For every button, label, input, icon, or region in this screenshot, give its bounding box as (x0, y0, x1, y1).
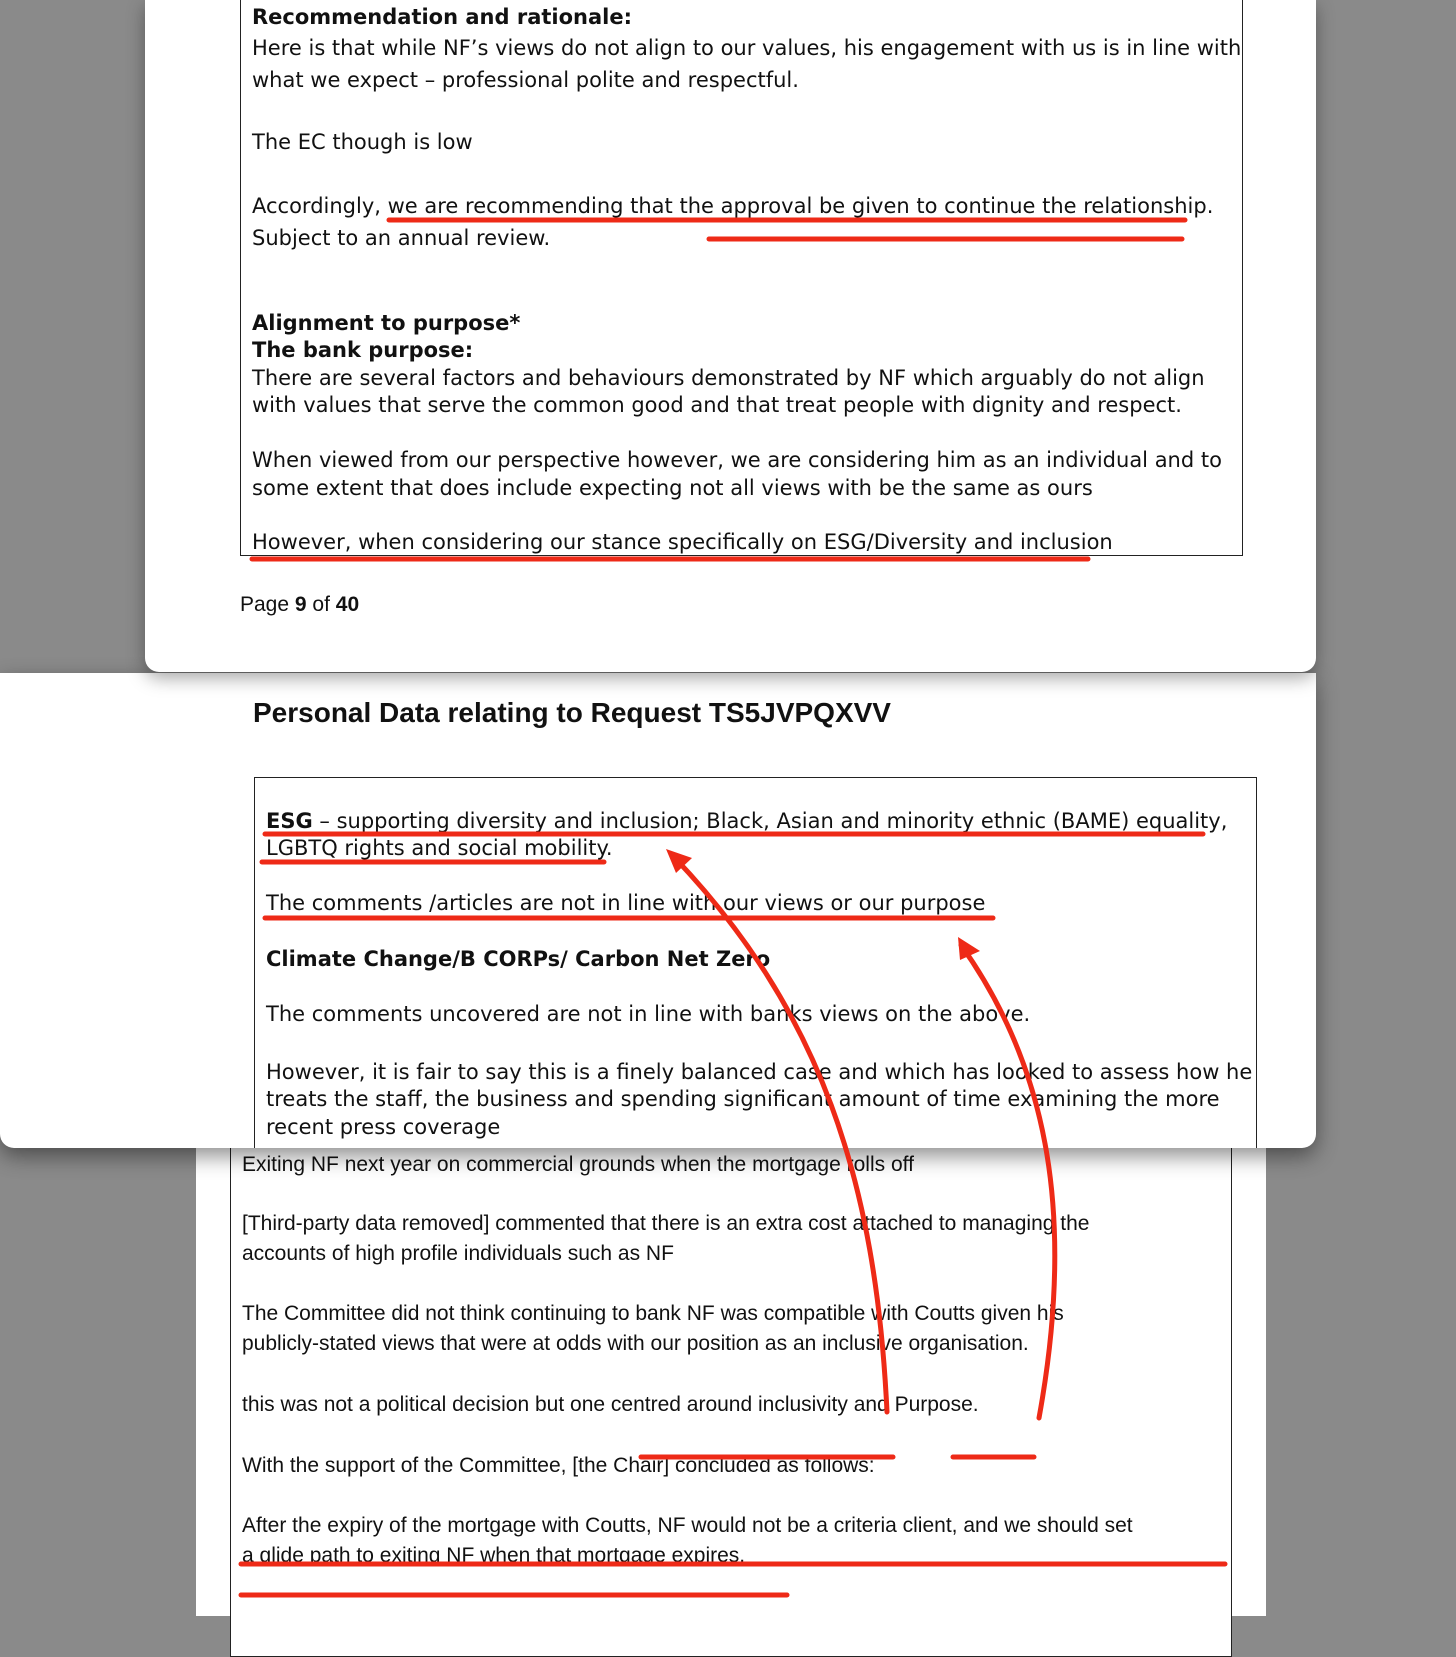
committee-line-2: publicly-stated views that were at odds with our position as an inclusive organisation. (242, 1332, 1029, 1355)
thirdparty-line-1: [Third-party data removed] commented that there is an extra cost attached to managing the (242, 1212, 1090, 1235)
page-total: 40 (335, 593, 360, 616)
thirdparty-line-2: accounts of high profile individuals such as NF (242, 1242, 674, 1265)
political-highlight-purpose: Purpose (894, 1393, 973, 1416)
political-line (242, 1390, 979, 1420)
document-page-3 (196, 1140, 1266, 1616)
political-mid: and (847, 1393, 895, 1416)
viewed-line-1: When viewed from our perspective however, we are considering him as an individual and to (252, 448, 1222, 472)
balanced-line-3: recent press coverage (266, 1115, 501, 1139)
alignment-heading: Alignment to purpose* (252, 311, 521, 335)
rec-heading: Recommendation and rationale: (252, 5, 632, 29)
page-current: 9 (294, 593, 307, 616)
page-label: Page (240, 593, 295, 616)
exiting-line: Exiting NF next year on commercial grounds when the mortgage rolls off (242, 1153, 914, 1176)
climate-heading: Climate Change/B CORPs/ Carbon Net Zero (266, 947, 771, 971)
rec-line-1: Here is that while NF’s views do not align to our values, his engagement with us is in line with (252, 36, 1242, 60)
expiry-line-1: After the expiry of the mortgage with Coutts, NF would not be a criteria client, and we should set (242, 1514, 1133, 1537)
rec-line-2: what we expect – professional polite and respectful. (252, 68, 799, 92)
document-page-1 (145, 0, 1316, 672)
page-number (240, 593, 359, 617)
committee-line-1: The Committee did not think continuing to bank NF was compatible with Coutts given his (242, 1302, 1064, 1325)
bank-purpose-heading: The bank purpose: (252, 338, 474, 362)
esg-text: – supporting diversity and inclusion; Black, Asian and minority ethnic (BAME) equality, (312, 809, 1228, 833)
balanced-line-1: However, it is fair to say this is a finely balanced case and which has looked to assess how he (266, 1060, 1253, 1084)
political-prefix: this was not a political decision but one (242, 1393, 611, 1416)
accordingly-prefix: Accordingly, (252, 194, 388, 218)
support-line: With the support of the Committee, [the Chair] concluded as follows: (242, 1454, 875, 1477)
document-page-2 (0, 673, 1316, 1148)
political-end: . (972, 1393, 979, 1416)
page-of-label: of (306, 593, 336, 616)
ec-line: The EC though is low (252, 130, 473, 154)
factors-line-2: with values that serve the common good and that treat people with dignity and respect. (252, 393, 1182, 417)
accordingly-line (252, 192, 1213, 220)
political-highlight-inclusivity: centred around inclusivity (610, 1393, 848, 1416)
uncovered-line: The comments uncovered are not in line with banks views on the above. (266, 1002, 1031, 1026)
page-2-title: Personal Data relating to Request TS5JVPQXVV (253, 697, 891, 728)
esg-label: ESG (266, 809, 313, 833)
factors-line-1: There are several factors and behaviours demonstrated by NF which arguably do not align (252, 366, 1205, 390)
viewed-line-2: some extent that does include expecting not all views with be the same as ours (252, 476, 1093, 500)
approval-highlight: we are recommending that the approval be given to continue the relationship. (387, 194, 1214, 218)
subject-line: Subject to an annual review. (252, 226, 551, 250)
balanced-line-2: treats the staff, the business and spending significant amount of time examining the more (266, 1087, 1220, 1111)
expiry-line-2: a glide path to exiting NF when that mortgage expires. (242, 1544, 746, 1567)
however-line: However, when considering our stance specifically on ESG/Diversity and inclusion (252, 530, 1113, 554)
esg-line-2: LGBTQ rights and social mobility. (266, 836, 613, 860)
comments-line: The comments /articles are not in line with our views or our purpose (266, 891, 986, 915)
esg-line-1 (266, 807, 1227, 835)
